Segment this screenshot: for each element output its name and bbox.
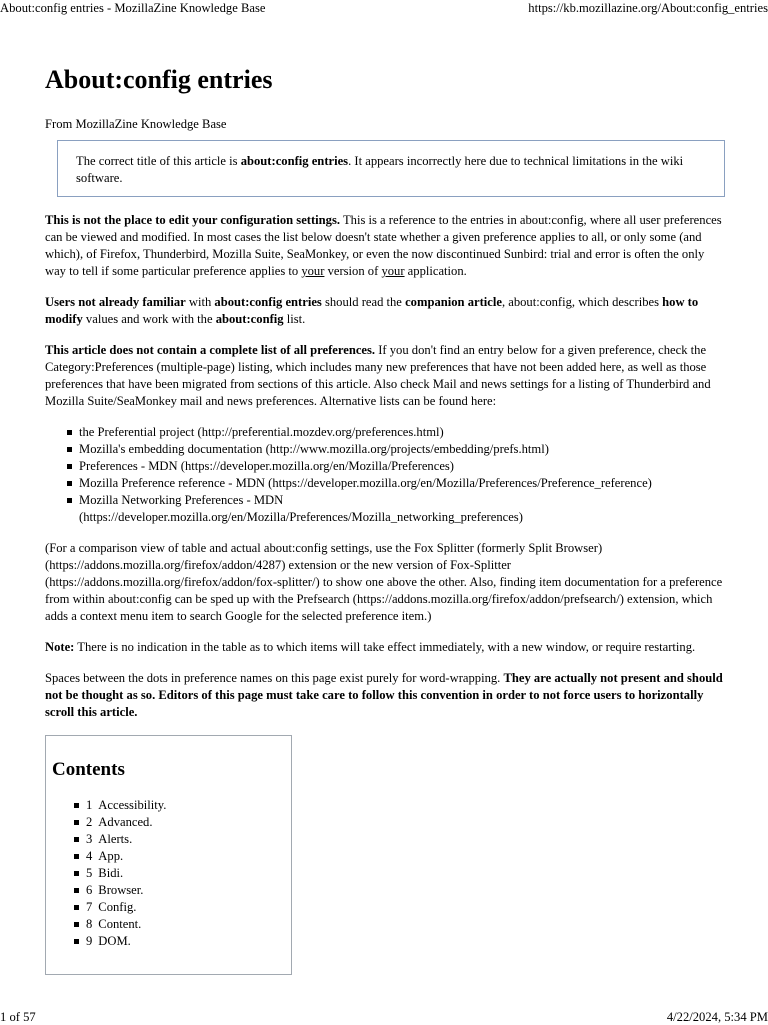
familiar-paragraph [45,294,725,328]
print-datetime: 4/22/2024, 5:34 PM [666,1010,768,1024]
list-item[interactable]: Mozilla Networking Preferences - MDN (https://developer.mozilla.org/en/Mozilla/Preferences/Mozilla_networking_preferences) [79,492,725,526]
familiar-t3: , about:config, which describes [501,295,663,309]
toc-item-label[interactable]: Bidi. [98,866,124,880]
article-content [45,62,725,975]
incomplete-bold: This article does not contain a complete list of all preferences. [45,343,376,357]
toc-item-label[interactable]: Config. [98,900,137,914]
intro-underline-1: your [301,264,325,278]
page-counter: 1 of 57 [0,1010,36,1024]
comparison-paragraph: (For a comparison view of table and actual about:config settings, use the Fox Splitter (formerly Split Browser) (https://addons.mozilla.org/firefox/addon/4287) extension or the new version of Fox-Splitter (https://addons.mozilla.org/firefox/addon/fox-splitter/) to show one above the other. Also, finding item documentation for a preference from within about:config can be sped up with the Prefsearch (https://addons.mozilla.org/firefox/addon/prefsearch/) extension, which adds a context menu item to search Google for the selected preference item.) [45,541,723,623]
toc-item[interactable] [86,797,291,814]
alternative-lists [45,424,725,526]
intro-paragraph [45,212,725,280]
familiar-t1: with [185,295,215,309]
notice-text-bold: about:config entries [240,154,349,168]
toc-list [52,797,291,950]
familiar-t4: values and work with the [82,312,216,326]
note-paragraph [45,639,725,656]
toc-item[interactable] [86,933,291,950]
toc-item-number: 6 [86,883,93,897]
intro-text: This is a reference to the entries in about:config, where all user preferences can be viewed and modified. In most cases the list below doesn't state whether a given preference applies to all, or only some (and which), of Firefox, Thunderbird, Mozilla Suite, SeaMonkey, or even the now discontinued Sunbird: trial and error is often the only way to tell if some particular preference applies to [45,213,722,278]
print-header-url[interactable]: https://kb.mozillazine.org/About:config_entries [528,1,768,15]
toc-item-label[interactable]: Advanced. [98,815,153,829]
note-label: Note: [45,640,75,654]
incomplete-text: If you don't find an entry below for a given preference, check the Category:Preferences (multiple-page) listing, which includes many new preferences that have not been added here, as well as those preferences that have been migrated from sections of this article. Also check Mail and news settings for a listing of Thunderbird and Mozilla Suite/SeaMonkey mail and news preferences. Alternative lists can be found here: [45,343,711,408]
toc-item-number: 4 [86,849,93,863]
intro-bold: This is not the place to edit your configuration settings. [45,213,341,227]
toc-item[interactable] [86,831,291,848]
spacing-bold: They are actually not present and should not be thought as so. Editors of this page must take care to follow this convention in order to not force users to horizontally scroll this article. [45,671,723,719]
toc-item[interactable] [86,865,291,882]
toc-item-label[interactable]: DOM. [98,934,131,948]
familiar-b1: Users not already familiar [45,295,186,309]
intro-text-mid: version of [324,264,382,278]
toc-item-number: 2 [86,815,93,829]
familiar-b4: how to modify [45,295,699,326]
list-item[interactable]: Preferences - MDN (https://developer.mozilla.org/en/Mozilla/Preferences) [79,458,725,475]
title-notice-box [57,140,725,197]
print-header [0,0,768,16]
toc-item-number: 1 [86,798,93,812]
companion-article-link[interactable]: companion article [405,295,502,309]
note-text: There is no indication in the table as to which items will take effect immediately, with a new window, or require restarting. [74,640,696,654]
toc-item-number: 7 [86,900,93,914]
toc-item[interactable] [86,899,291,916]
list-item[interactable]: Mozilla's embedding documentation (http://www.mozilla.org/projects/embedding/prefs.html) [79,441,725,458]
site-subtitle: From MozillaZine Knowledge Base [45,117,227,131]
print-header-title: About:config entries - MozillaZine Knowledge Base [0,1,266,15]
toc-item[interactable] [86,916,291,933]
notice-text-pre: The correct title of this article is [76,154,241,168]
toc-item[interactable] [86,882,291,899]
familiar-t2: should read the [321,295,406,309]
familiar-b5: about:config [215,312,284,326]
familiar-b2: about:config entries [214,295,322,309]
intro-text-end: application. [404,264,467,278]
toc-item-number: 8 [86,917,93,931]
familiar-t5: list. [283,312,306,326]
toc-item-number: 3 [86,832,93,846]
list-item[interactable]: the Preferential project (http://preferential.mozdev.org/preferences.html) [79,424,725,441]
toc-item-label[interactable]: Accessibility. [98,798,167,812]
spacing-paragraph [45,670,725,721]
notice-text-post: . It appears incorrectly here due to technical limitations in the wiki software. [76,154,684,185]
page-title: About:config entries [45,65,273,94]
table-of-contents [45,735,292,975]
toc-item-number: 9 [86,934,93,948]
toc-item[interactable] [86,848,291,865]
spacing-text: Spaces between the dots in preference names on this page exist purely for word-wrapping. [45,671,504,685]
intro-underline-2: your [381,264,405,278]
toc-title: Contents [52,759,125,780]
toc-item-label[interactable]: App. [98,849,124,863]
toc-item-label[interactable]: Browser. [98,883,144,897]
toc-item-label[interactable]: Alerts. [98,832,133,846]
print-footer [0,1009,768,1025]
list-item[interactable]: Mozilla Preference reference - MDN (https://developer.mozilla.org/en/Mozilla/Preferences/Preference_reference) [79,475,725,492]
toc-item-number: 5 [86,866,93,880]
incomplete-list-paragraph [45,342,725,410]
toc-item-label[interactable]: Content. [98,917,142,931]
toc-item[interactable] [86,814,291,831]
